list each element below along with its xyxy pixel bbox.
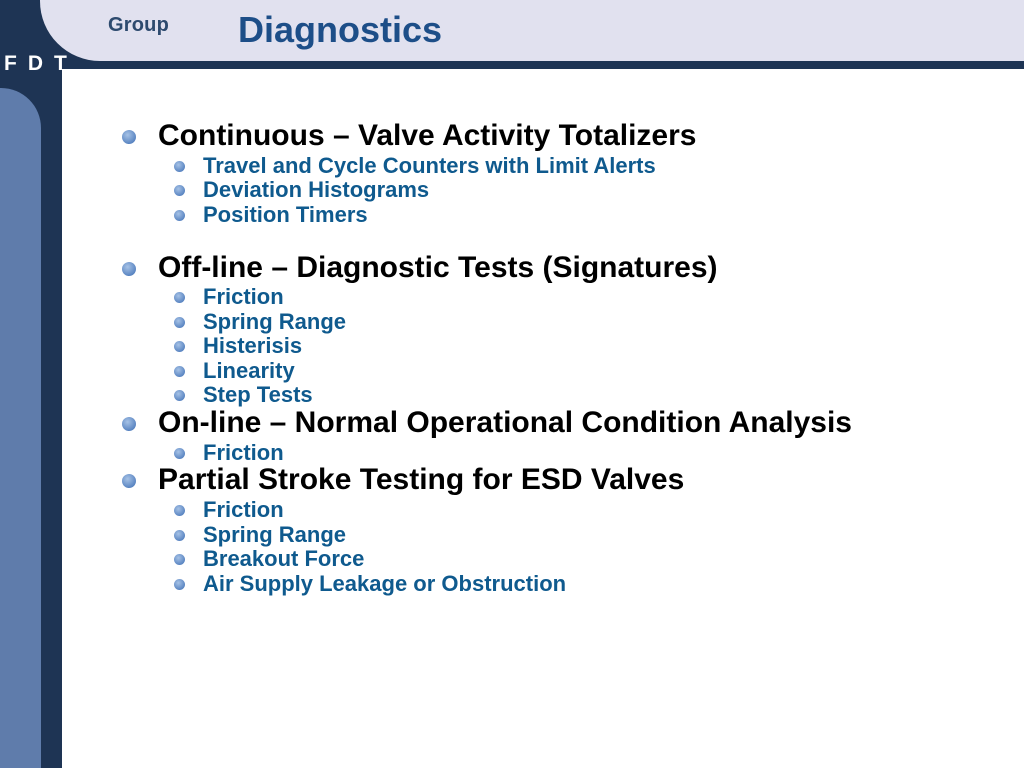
bullet-icon xyxy=(174,341,185,352)
sub-item: Breakout Force xyxy=(203,546,365,571)
sub-item: Air Supply Leakage or Obstruction xyxy=(203,571,567,596)
bullet-icon xyxy=(174,505,185,516)
left-accent-bar xyxy=(0,88,41,768)
sub-item: Deviation Histograms xyxy=(203,177,430,202)
section-heading: Continuous – Valve Activity Totalizers xyxy=(158,119,697,152)
sub-item: Spring Range xyxy=(203,522,347,547)
sub-item: Friction xyxy=(203,440,284,465)
sub-item: Friction xyxy=(203,284,284,309)
bullet-icon xyxy=(174,448,185,459)
header-panel xyxy=(40,0,1024,61)
sub-item: Histerisis xyxy=(203,333,303,358)
bullet-icon xyxy=(174,292,185,303)
slide-title: Diagnostics xyxy=(238,9,443,50)
bullet-icon xyxy=(122,474,136,488)
sub-item: Spring Range xyxy=(203,309,347,334)
logo-group-text: Group xyxy=(108,14,169,36)
bullet-icon xyxy=(174,210,185,221)
bullet-icon xyxy=(174,530,185,541)
sub-item: Travel and Cycle Counters with Limit Alerts xyxy=(203,153,656,178)
bullet-icon xyxy=(174,317,185,328)
bullet-icon xyxy=(174,366,185,377)
sub-item: Position Timers xyxy=(203,202,368,227)
sub-item: Linearity xyxy=(203,358,295,383)
bullet-icon xyxy=(174,161,185,172)
bullet-icon xyxy=(122,130,136,144)
bullet-icon xyxy=(174,185,185,196)
bullet-icon xyxy=(174,390,185,401)
bullet-icon xyxy=(174,554,185,565)
bullet-icon xyxy=(174,579,185,590)
section-heading: Partial Stroke Testing for ESD Valves xyxy=(158,463,685,496)
section-heading: Off-line – Diagnostic Tests (Signatures) xyxy=(158,251,718,284)
bullet-icon xyxy=(122,417,136,431)
section-heading: On-line – Normal Operational Condition Analysis xyxy=(158,406,852,439)
fdt-logo: FDT xyxy=(4,52,78,75)
sub-item: Step Tests xyxy=(203,382,313,407)
sub-item: Friction xyxy=(203,497,284,522)
bullet-icon xyxy=(122,262,136,276)
